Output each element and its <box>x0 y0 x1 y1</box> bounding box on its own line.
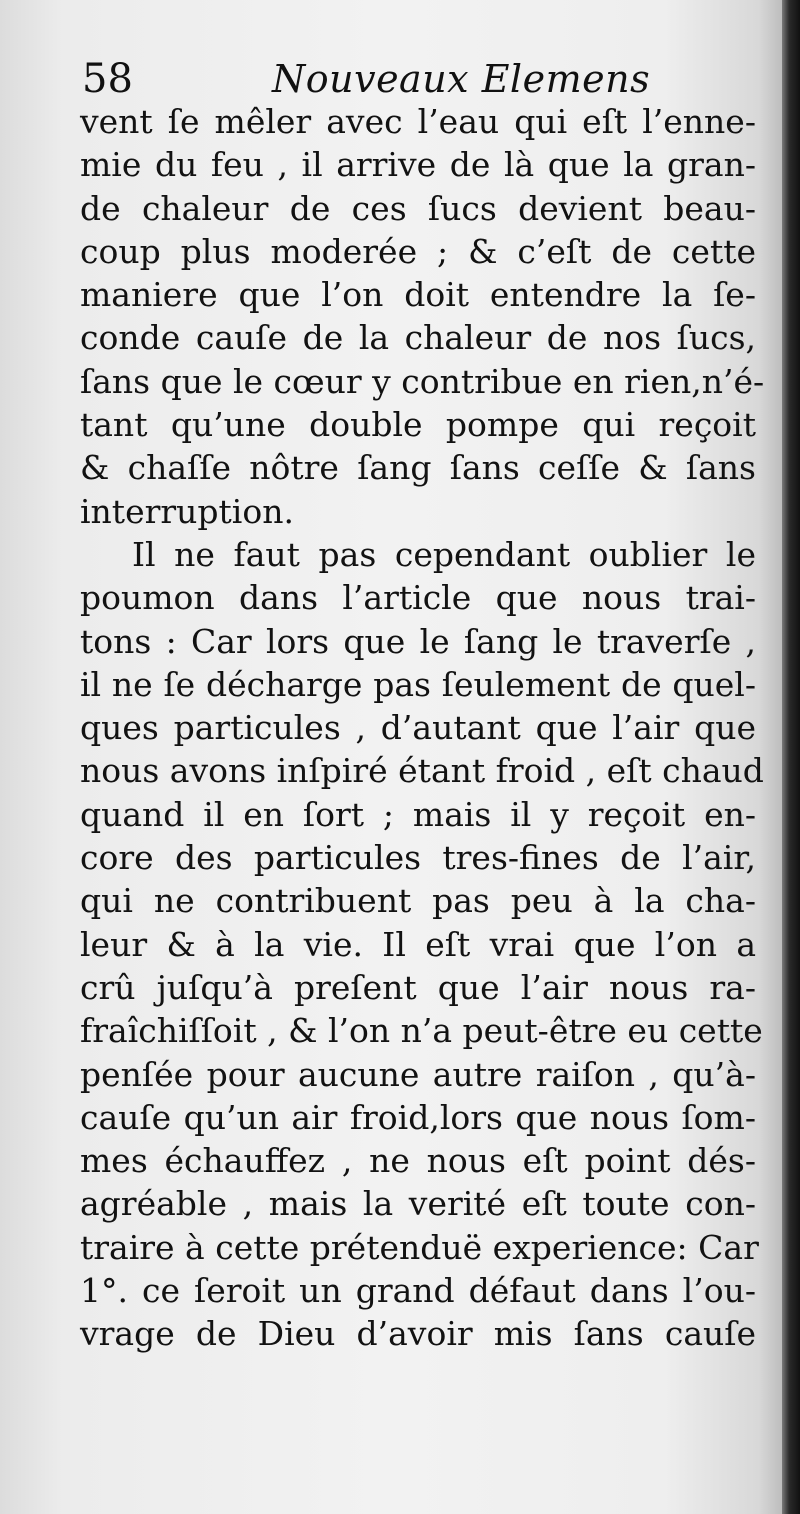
text-line: & chaſſe nôtre ſang ſans ceſſe & ſans <box>80 448 756 488</box>
text-line: qui ne contribuent pas peu à la cha- <box>80 881 756 921</box>
text-line: interruption. <box>80 491 294 531</box>
page-header <box>82 48 692 108</box>
text-line: agréable , mais la verité eſt toute con- <box>80 1184 756 1224</box>
text-line: poumon dans l’article que nous trai- <box>80 578 756 618</box>
text-line: cauſe qu’un air froid,lors que nous ſom- <box>80 1097 756 1137</box>
text-line: traire à cette prétenduë experience: Car <box>80 1227 759 1267</box>
page-edge-shadow <box>782 0 800 1514</box>
text-line: mie du feu , il arrive de là que la gran- <box>80 145 756 185</box>
text-line: de chaleur de ces ſucs devient beau- <box>80 188 756 228</box>
text-line: core des particules tres-fines de l’air, <box>80 838 756 878</box>
text-line: fraîchiſſoit , & l’on n’a peut-être eu cette <box>80 1011 763 1051</box>
text-line: Il ne faut pas cependant oublier le <box>132 534 756 574</box>
text-line: crû juſqu’à preſent que l’air nous ra- <box>80 967 756 1007</box>
text-line: maniere que l’on doit entendre la ſe- <box>80 275 756 315</box>
text-line: il ne ſe décharge pas ſeulement de quel- <box>80 664 756 704</box>
page-number: 58 <box>82 56 133 102</box>
text-line: vrage de Dieu d’avoir mis ſans cauſe <box>80 1314 756 1354</box>
text-line: quand il en ſort ; mais il y reçoit en- <box>80 794 756 834</box>
text-line: leur & à la vie. Il eſt vrai que l’on a <box>80 924 756 964</box>
text-line: vent ſe mêler avec l’eau qui eſt l’enne- <box>80 102 756 141</box>
text-line: 1°. ce ſeroit un grand défaut dans l’ou- <box>80 1271 756 1311</box>
text-line: mes échauffez , ne nous eſt point dés- <box>80 1141 756 1181</box>
paragraph-2 <box>80 533 764 1356</box>
text-line: ſans que le cœur y contribue en rien,n’é- <box>80 361 765 401</box>
text-line: coup plus moderée ; & c’eſt de cette <box>80 231 756 271</box>
text-line: conde cauſe de la chaleur de nos ſucs, <box>80 318 756 358</box>
text-line: nous avons inſpiré étant froid , eſt chaud <box>80 751 764 791</box>
paragraph-1 <box>80 100 765 533</box>
running-title: Nouveaux Elemens <box>272 57 651 101</box>
text-line: penſée pour aucune autre raiſon , qu’à- <box>80 1054 756 1094</box>
text-line: tant qu’une double pompe qui reçoit <box>80 405 756 445</box>
text-line: tons : Car lors que le ſang le traverſe , <box>80 621 756 661</box>
text-line: ques particules , d’autant que l’air que <box>80 708 756 748</box>
body-text <box>80 100 765 1356</box>
